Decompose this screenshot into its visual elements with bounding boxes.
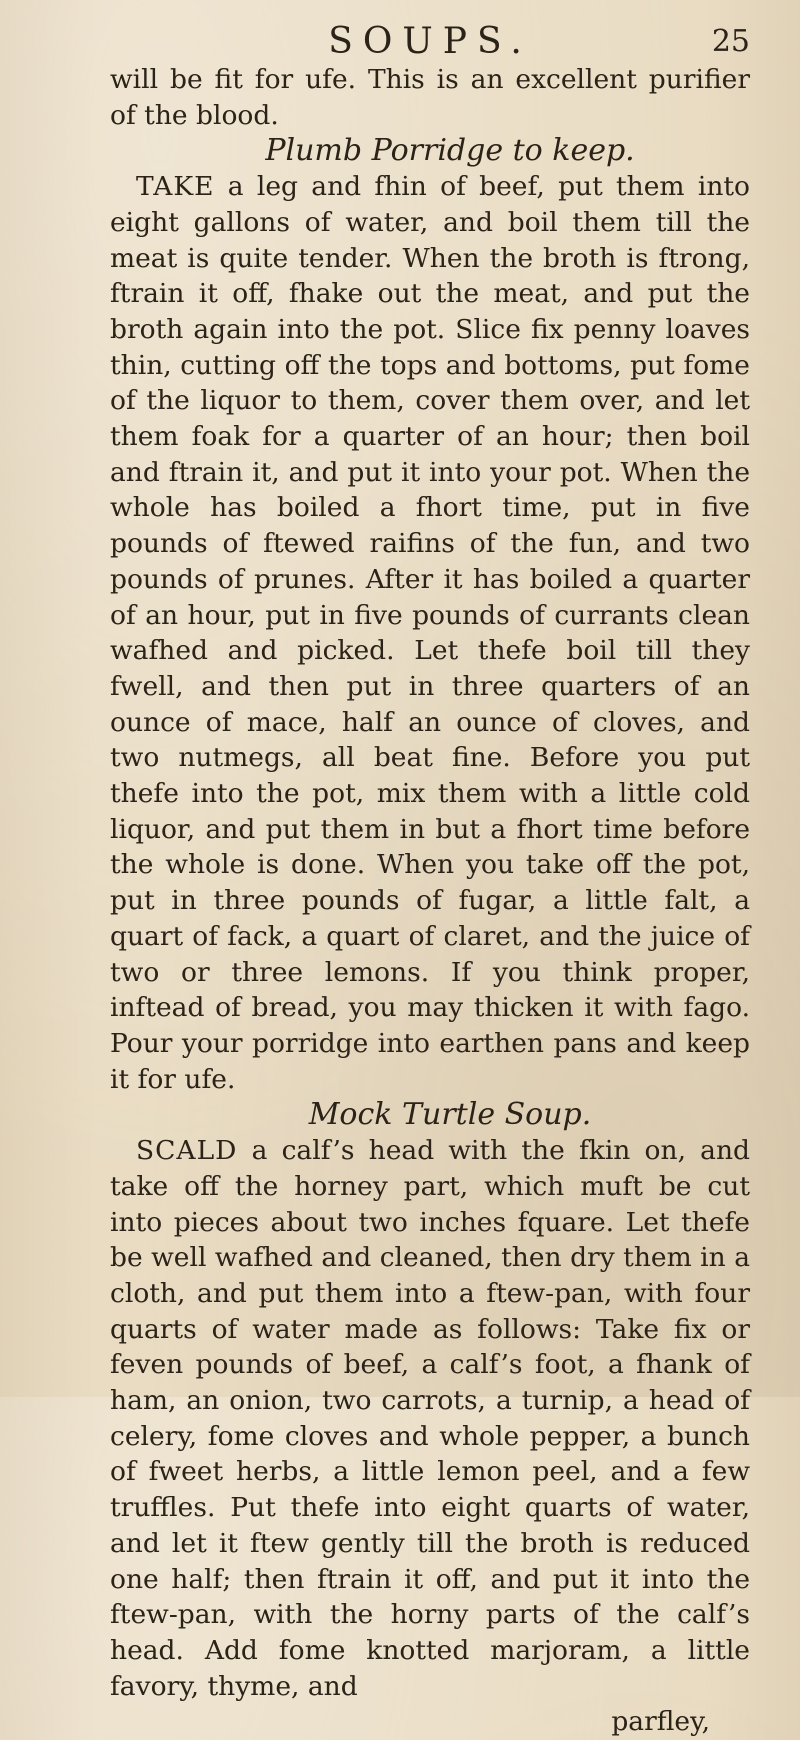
body-text [110, 62, 750, 1740]
page-header [110, 22, 750, 62]
recipe-text: a calf’s head with the fkin on, and take off the horney part, which muft be cut into pieces about two inches fquare. Let thefe be well wafhed and cleaned, then dry them in a cloth, and put them into a ftew-pan, with four quarts of water made as follows: Take fix or feven pounds of beef, a calf’s foot, a fhank of ham, an onion, two carrots, a turnip, a head of celery, fome cloves and whole pepper, a bunch of fweet herbs, a little lemon peel, and a few truffles. Put thefe into eight quarts of water, and let it ftew gently till the broth is reduced one half; then ftrain it off, and put it into the ftew-pan, with the horny parts of the calf’s head. Add fome knotted marjoram, a little favory, thyme, and [110, 1135, 750, 1702]
lead-word: TAKE [136, 171, 215, 203]
section-heading-mock-turtle-soup: Mock Turtle Soup. [308, 1097, 592, 1133]
page-number: 25 [711, 24, 750, 59]
running-head: SOUPS. [328, 21, 532, 62]
recipe-paragraph-mock-turtle-soup [110, 1133, 750, 1704]
continuation-paragraph: will be fit for ufe. This is an excellent purifier of the blood. [110, 64, 750, 131]
recipe-paragraph-plumb-porridge [110, 169, 750, 1097]
book-page [110, 0, 750, 1738]
lead-word: SCALD [136, 1135, 238, 1167]
section-heading-plumb-porridge: Plumb Porridge to keep. [265, 133, 635, 169]
catchword: parfley, [611, 1706, 710, 1738]
recipe-text: a leg and fhin of beef, put them into eight gallons of water, and boil them till the meat is quite tender. When the broth is ftrong, ftrain it off, fhake out the meat, and put the broth again into the pot. Slice fix penny loaves thin, cutting off the tops and bottoms, put fome of the liquor to them, cover them over, and let them foak for a quarter of an hour; then boil and ftrain it, and put it into your pot. When the whole has boiled a fhort time, put in five pounds of ftewed raifins of the fun, and two pounds of prunes. After it has boiled a quarter of an hour, put in five pounds of currants clean wafhed and picked. Let thefe boil till they fwell, and then put in three quarters of an ounce of mace, half an ounce of cloves, and two nutmegs, all beat fine. Before you put thefe into the pot, mix them with a little cold liquor, and put them in but a fhort time before the whole is done. When you take off the pot, put in three pounds of fugar, a little falt, a quart of fack, a quart of claret, and the juice of two or three lemons. If you think proper, inftead of bread, you may thicken it with fago. Pour your porridge into earthen pans and keep it for ufe. [110, 171, 750, 1095]
